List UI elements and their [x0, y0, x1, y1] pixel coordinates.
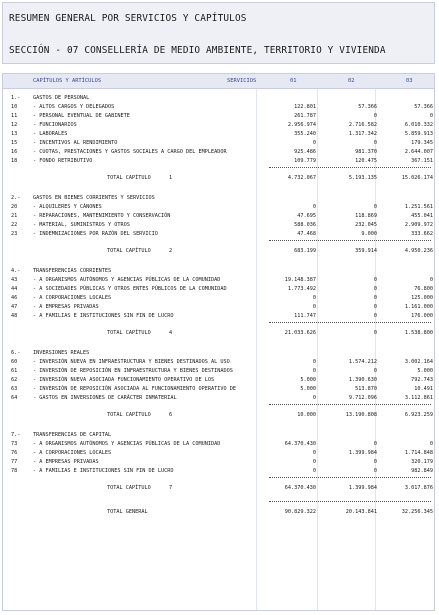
total-chapter-number: 4 — [169, 330, 173, 336]
total-separator — [269, 477, 431, 478]
header-col-01: 01 — [290, 78, 297, 84]
value-col-03: 320.179 — [411, 459, 433, 465]
table-row — [3, 157, 434, 166]
table-row — [3, 394, 434, 403]
value-col-01: 925.486 — [294, 149, 316, 155]
value-col-03: 179.345 — [411, 140, 433, 146]
chapter-code: 1.- — [11, 95, 21, 101]
value-col-02: 0 — [373, 140, 377, 146]
report-title: RESUMEN GENERAL POR SERVICIOS Y CAPÍTULOS — [9, 13, 247, 24]
table-row — [3, 139, 434, 148]
table-row — [3, 367, 434, 376]
value-col-03: 333.662 — [411, 231, 433, 237]
value-col-02: 0 — [373, 295, 377, 301]
chapter-name: TRANSFERENCIAS DE CAPITAL — [33, 432, 112, 438]
value-col-03: 792.743 — [411, 377, 433, 383]
grand-total-col-03: 32.256.345 — [401, 509, 433, 515]
report-header — [2, 2, 435, 64]
article-code: 77 — [11, 459, 18, 465]
value-col-03: 6.010.332 — [404, 122, 433, 128]
value-col-03: 1.714.848 — [404, 450, 433, 456]
value-col-02: 1.390.630 — [348, 377, 377, 383]
table-row — [3, 285, 434, 294]
chapter-name: GASTOS DE PERSONAL — [33, 95, 90, 101]
value-col-02: 0 — [373, 468, 377, 474]
table-row — [3, 303, 434, 312]
total-label: TOTAL CAPÍTULO — [107, 248, 151, 254]
section-title: SECCIÓN - 07 CONSELLERÍA DE MEDIO AMBIENTE, TERRITORIO Y VIVIENDA — [9, 45, 386, 56]
table-row — [3, 385, 434, 394]
value-col-02: 0 — [373, 313, 377, 319]
article-name: - INVERSIÓN NUEVA ASOCIADA FUNCIONAMIENTO OPERATIVO DE LOS — [33, 377, 215, 383]
article-name: - A EMPRESAS PRIVADAS — [33, 304, 99, 310]
value-col-02: 0 — [373, 204, 377, 210]
article-name: - A ORGANISMOS AUTÓNOMOS Y AGENCIAS PÚBLICAS DE LA COMUNIDAD — [33, 277, 221, 283]
total-col-03: 3.017.876 — [404, 485, 433, 491]
total-separator — [269, 167, 431, 168]
value-col-02: 0 — [373, 304, 377, 310]
value-col-01: 355.240 — [294, 131, 316, 137]
value-col-02: 120.475 — [355, 158, 377, 164]
table-row — [3, 458, 434, 467]
value-col-02: 0 — [373, 113, 377, 119]
total-chapter-number: 7 — [169, 485, 173, 491]
table-row — [3, 112, 434, 121]
value-col-01: 0 — [312, 468, 316, 474]
article-name: - INVERSIÓN DE REPOSICIÓN ASOCIADA AL FUNCIONAMIENTO OPERATIVO DE — [33, 386, 237, 392]
chapter-code: 6.- — [11, 350, 21, 356]
total-separator — [269, 322, 431, 323]
total-col-02: 5.193.135 — [348, 175, 377, 181]
value-col-03: 3.112.861 — [404, 395, 433, 401]
table-row — [3, 212, 434, 221]
value-col-02: 0 — [373, 286, 377, 292]
value-col-01: 1.773.492 — [287, 286, 316, 292]
grand-total-col-02: 20.143.841 — [345, 509, 377, 515]
total-col-03: 1.538.800 — [404, 330, 433, 336]
table-row — [3, 103, 434, 112]
article-code: 12 — [11, 122, 18, 128]
value-col-01: 5.000 — [300, 377, 316, 383]
value-col-03: 5.859.913 — [404, 131, 433, 137]
table-row — [3, 276, 434, 285]
value-col-01: 261.787 — [294, 113, 316, 119]
chapter-heading-row — [3, 194, 434, 203]
value-col-02: 1.399.984 — [348, 450, 377, 456]
article-name: - INDEMNIZACIONES POR RAZÓN DEL SERVICIO — [33, 231, 158, 237]
table-row — [3, 449, 434, 458]
total-label: TOTAL CAPÍTULO — [107, 485, 151, 491]
value-col-01: 0 — [312, 459, 316, 465]
header-capitulos: CAPÍTULOS Y ARTÍCULOS — [33, 78, 102, 84]
value-col-01: 2.956.974 — [287, 122, 316, 128]
total-col-03: 4.950.236 — [404, 248, 433, 254]
total-col-02: 13.190.808 — [345, 412, 377, 418]
value-col-01: 0 — [312, 295, 316, 301]
total-col-01: 64.370.430 — [284, 485, 316, 491]
value-col-01: 0 — [312, 304, 316, 310]
value-col-02: 0 — [373, 441, 377, 447]
value-col-03: 0 — [429, 113, 433, 119]
article-name: - ALQUILERES Y CÁNONES — [33, 204, 102, 210]
table-row — [3, 230, 434, 239]
chapter-code: 4.- — [11, 268, 21, 274]
value-col-01: 0 — [312, 368, 316, 374]
chapter-heading-row — [3, 94, 434, 103]
header-col-02: 02 — [348, 78, 355, 84]
total-col-03: 15.026.174 — [401, 175, 433, 181]
value-col-02: 2.716.582 — [348, 122, 377, 128]
article-code: 43 — [11, 277, 18, 283]
total-col-01: 21.033.626 — [284, 330, 316, 336]
article-name: - FONDO RETRIBUTIVO — [33, 158, 93, 164]
article-name: - LABORALES — [33, 131, 68, 137]
article-name: - A FAMILIAS E INSTITUCIONES SIN FIN DE LUCRO — [33, 468, 174, 474]
value-col-01: 109.779 — [294, 158, 316, 164]
value-col-01: 0 — [312, 359, 316, 365]
value-col-01: 47.695 — [297, 213, 316, 219]
chapter-heading-row — [3, 431, 434, 440]
article-code: 47 — [11, 304, 18, 310]
article-code: 63 — [11, 386, 18, 392]
value-col-02: 118.869 — [355, 213, 377, 219]
article-name: - INCENTIVOS AL RENDIMIENTO — [33, 140, 118, 146]
value-col-02: 232.045 — [355, 222, 377, 228]
article-code: 21 — [11, 213, 18, 219]
value-col-01: 5.000 — [300, 386, 316, 392]
grand-total-col-01: 90.829.322 — [284, 509, 316, 515]
total-col-02: 1.399.984 — [348, 485, 377, 491]
value-col-02: 9.712.096 — [348, 395, 377, 401]
article-code: 16 — [11, 149, 18, 155]
total-col-01: 4.732.067 — [287, 175, 316, 181]
article-code: 15 — [11, 140, 18, 146]
total-col-03: 6.923.259 — [404, 412, 433, 418]
total-label: TOTAL CAPÍTULO — [107, 330, 151, 336]
article-code: 61 — [11, 368, 18, 374]
article-code: 20 — [11, 204, 18, 210]
value-col-02: 0 — [373, 459, 377, 465]
article-code: 11 — [11, 113, 18, 119]
chapter-name: TRANSFERENCIAS CORRIENTES — [33, 268, 112, 274]
value-col-01: 0 — [312, 450, 316, 456]
table-row — [3, 467, 434, 476]
value-col-01: 0 — [312, 140, 316, 146]
value-col-03: 367.151 — [411, 158, 433, 164]
chapter-name: GASTOS EN BIENES CORRIENTES Y SERVICIOS — [33, 195, 155, 201]
table-header — [3, 74, 434, 89]
article-code: 46 — [11, 295, 18, 301]
article-code: 13 — [11, 131, 18, 137]
article-code: 60 — [11, 359, 18, 365]
total-chapter-number: 6 — [169, 412, 173, 418]
value-col-01: 64.370.430 — [284, 441, 316, 447]
table-row — [3, 312, 434, 321]
total-separator — [269, 501, 431, 502]
article-name: - INVERSIÓN DE REPOSICIÓN EN INFRAESTRUCTURA Y BIENES DESTINADOS — [33, 368, 233, 374]
value-col-03: 2.644.007 — [404, 149, 433, 155]
value-col-02: 981.370 — [355, 149, 377, 155]
value-col-03: 76.800 — [414, 286, 433, 292]
article-name: - A CORPORACIONES LOCALES — [33, 295, 112, 301]
value-col-02: 1.317.342 — [348, 131, 377, 137]
value-col-03: 0 — [429, 277, 433, 283]
chapter-total-row — [3, 247, 434, 256]
total-col-01: 10.000 — [297, 412, 316, 418]
header-col-03: 03 — [406, 78, 413, 84]
total-label: TOTAL CAPÍTULO — [107, 175, 151, 181]
value-col-03: 3.002.164 — [404, 359, 433, 365]
total-separator — [269, 240, 431, 241]
article-code: 23 — [11, 231, 18, 237]
value-col-01: 0 — [312, 204, 316, 210]
value-col-01: 47.468 — [297, 231, 316, 237]
value-col-03: 10.491 — [414, 386, 433, 392]
value-col-03: 1.161.000 — [404, 304, 433, 310]
table-row — [3, 148, 434, 157]
article-code: 18 — [11, 158, 18, 164]
value-col-03: 57.366 — [414, 104, 433, 110]
total-col-02: 359.914 — [355, 248, 377, 254]
value-col-01: 111.747 — [294, 313, 316, 319]
budget-table — [2, 73, 435, 611]
article-code: 44 — [11, 286, 18, 292]
article-name: - FUNCIONARIOS — [33, 122, 77, 128]
chapter-total-row — [3, 174, 434, 183]
value-col-01: 19.148.387 — [284, 277, 316, 283]
table-row — [3, 130, 434, 139]
table-row — [3, 221, 434, 230]
value-col-02: 1.574.212 — [348, 359, 377, 365]
value-col-03: 455.041 — [411, 213, 433, 219]
article-name: - GASTOS EN INVERSIONES DE CARÁCTER INMATERIAL — [33, 395, 177, 401]
article-code: 62 — [11, 377, 18, 383]
table-row — [3, 358, 434, 367]
article-code: 76 — [11, 450, 18, 456]
article-name: - A CORPORACIONES LOCALES — [33, 450, 112, 456]
article-name: - ALTOS CARGOS Y DELEGADOS — [33, 104, 115, 110]
value-col-03: 1.251.561 — [404, 204, 433, 210]
chapter-name: INVERSIONES REALES — [33, 350, 90, 356]
article-code: 73 — [11, 441, 18, 447]
article-name: - A EMPRESAS PRIVADAS — [33, 459, 99, 465]
chapter-code: 7.- — [11, 432, 21, 438]
value-col-01: 0 — [312, 395, 316, 401]
total-separator — [269, 404, 431, 405]
header-servicios: SERVICIOS — [227, 78, 257, 84]
value-col-02: 0 — [373, 368, 377, 374]
chapter-code: 2.- — [11, 195, 21, 201]
article-name: - A FAMILIAS E INSTITUCIONES SIN FIN DE LUCRO — [33, 313, 174, 319]
article-code: 10 — [11, 104, 18, 110]
chapter-heading-row — [3, 267, 434, 276]
table-row — [3, 203, 434, 212]
article-code: 78 — [11, 468, 18, 474]
table-row — [3, 440, 434, 449]
value-col-02: 9.000 — [361, 231, 377, 237]
total-chapter-number: 1 — [169, 175, 173, 181]
value-col-02: 513.870 — [355, 386, 377, 392]
grand-total-row — [3, 508, 434, 517]
article-code: 64 — [11, 395, 18, 401]
article-name: - INVERSIÓN NUEVA EN INFRAESTRUCTURA Y BIENES DESTINADOS AL USO — [33, 359, 230, 365]
article-name: - PERSONAL EVENTUAL DE GABINETE — [33, 113, 130, 119]
table-row — [3, 121, 434, 130]
value-col-03: 0 — [429, 441, 433, 447]
article-code: 48 — [11, 313, 18, 319]
chapter-total-row — [3, 411, 434, 420]
table-row — [3, 376, 434, 385]
chapter-heading-row — [3, 349, 434, 358]
total-col-02: 0 — [373, 330, 377, 336]
total-label: TOTAL CAPÍTULO — [107, 412, 151, 418]
value-col-03: 5.000 — [417, 368, 433, 374]
value-col-03: 2.909.972 — [404, 222, 433, 228]
total-chapter-number: 2 — [169, 248, 173, 254]
value-col-03: 982.849 — [411, 468, 433, 474]
value-col-03: 125.000 — [411, 295, 433, 301]
article-name: - A ORGANISMOS AUTÓNOMOS Y AGENCIAS PÚBLICAS DE LA COMUNIDAD — [33, 441, 221, 447]
table-row — [3, 294, 434, 303]
chapter-total-row — [3, 484, 434, 493]
value-col-01: 122.801 — [294, 104, 316, 110]
article-code: 22 — [11, 222, 18, 228]
value-col-02: 57.366 — [358, 104, 377, 110]
total-col-01: 683.199 — [294, 248, 316, 254]
article-name: - REPARACIONES, MANTENIMIENTO Y CONSERVACIÓN — [33, 213, 171, 219]
chapter-total-row — [3, 329, 434, 338]
grand-total-label: TOTAL GENERAL — [107, 509, 148, 515]
article-name: - MATERIAL, SUMINISTROS Y OTROS — [33, 222, 130, 228]
article-name: - A SOCIEDADES PÚBLICAS Y OTROS ENTES PÚBLICOS DE LA COMUNIDAD — [33, 286, 227, 292]
article-name: - CUOTAS, PRESTACIONES Y GASTOS SOCIALES A CARGO DEL EMPLEADOR — [33, 149, 227, 155]
value-col-03: 176.000 — [411, 313, 433, 319]
value-col-01: 588.036 — [294, 222, 316, 228]
value-col-02: 0 — [373, 277, 377, 283]
